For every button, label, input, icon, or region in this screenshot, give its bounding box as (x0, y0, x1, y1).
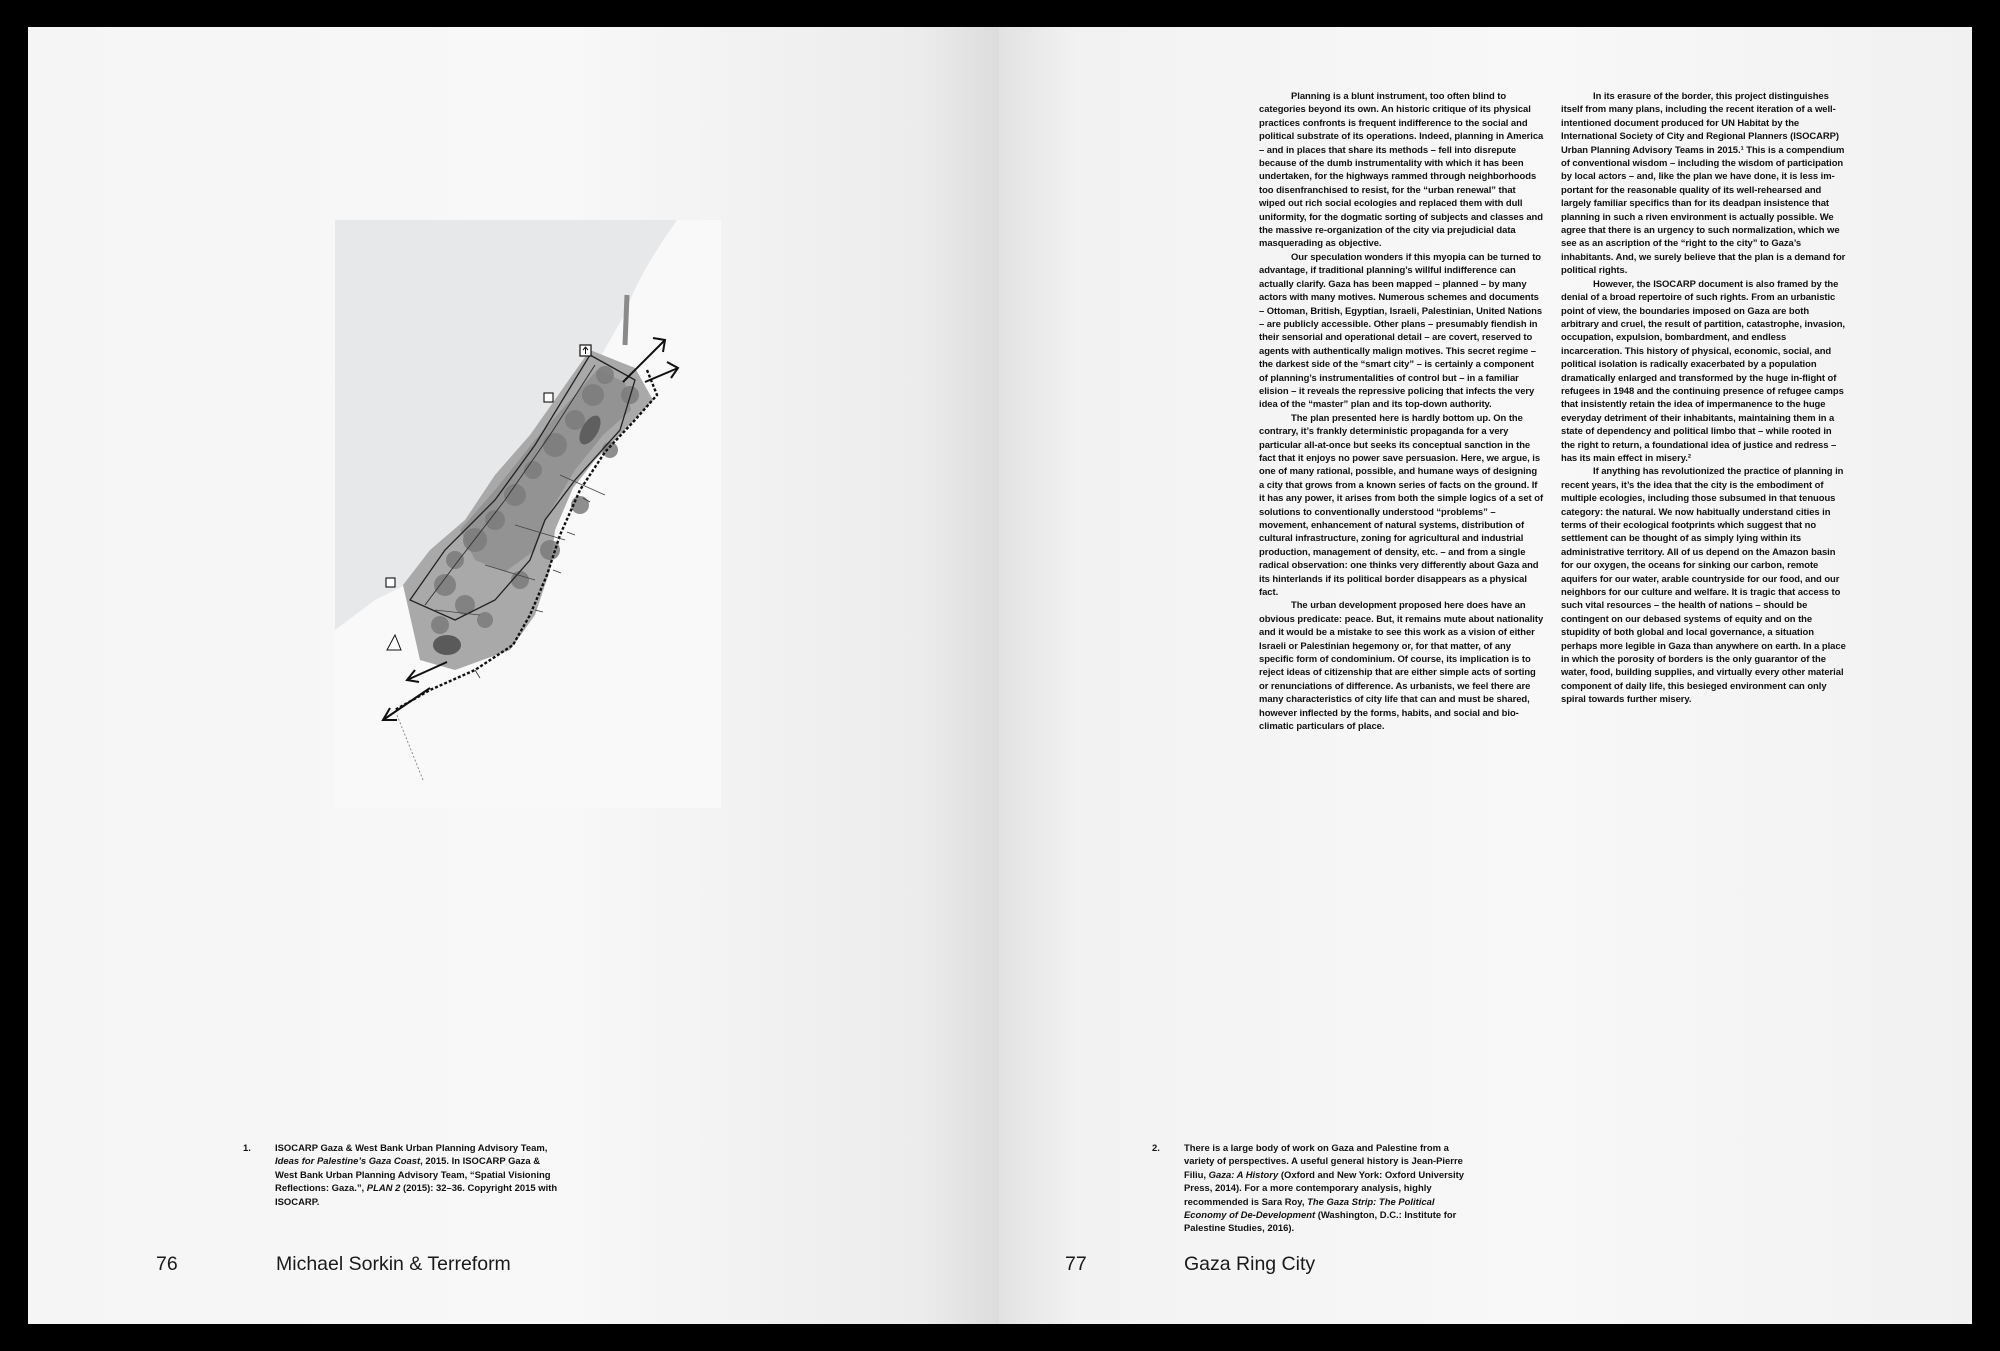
right-page (999, 27, 1972, 1324)
gaza-plan-map (335, 220, 721, 808)
paragraph: The plan presented here is hardly bottom up. On the contrary, it’s frankly deterministic propaganda for a very particular all-at-once but seeks its conceptual sanction in the fact that it enjoys no power save persuasion. Here, we argue, is one of many rational, possible, and humane ways of designing a city that grows from a known series of facts on the ground. If it has any power, it arises from both the simple logics of a set of solutions to conventionally understood “problems” – movement, enhancement of natural systems, distribution of cultural infrastructure, zoning for agricultural and industrial production, management of density, etc. – and from a single radical observation: one thinks very differently about Gaza and its hinterlands if its political border disappears as a physical fact. (1259, 412, 1544, 599)
left-page (28, 27, 999, 1324)
text-column-left (1259, 90, 1544, 734)
footnote-number: 2. (1152, 1143, 1160, 1154)
footnote-number: 1. (243, 1143, 251, 1154)
page-number: 76 (156, 1253, 178, 1275)
north-arrow-icon (580, 345, 591, 356)
footnote-1: 1. ISOCARP Gaza & West Bank Urban Planning Advisory Team, Ideas for Palestine’s Gaza Coast, 2015. In ISOCARP Gaza & West Bank Urban Planning Advisory Team, “Spatial Visioning Reflections: Gaza.”, PLAN 2 (2015): 32–36. Copyright 2015 with ISOCARP. (243, 1143, 558, 1208)
paragraph: If anything has revolutionized the practice of planning in recent years, it’s the idea that the city is the embodiment of multiple ecologies, including those subsumed in that tenuous category: the natural. We now habitually understand cities in terms of their ecological footprints which suggest that no settlement can be thought of as simply lying within its administrative territory. All of us depend on the Amazon basin for our oxygen, the oceans for sinking our carbon, remote aquifers for our water, arable countryside for our food, and our neighbors for our culture and welfare. It is tragic that access to such vital resources – the health of nations – should be contingent on our debased systems of equity and on the stupidity of both global and local governance, a situation perhaps more legible in Gaza than anywhere on earth. In a place in which the porosity of borders is the only guarantor of the water, food, building supplies, and virtually every other material component of daily life, this besieged environment can only spiral towards further misery. (1561, 466, 1846, 706)
paragraph: Our speculation wonders if this myopia can be turned to advantage, if traditional planning’s willful indifference can actually clarify. Gaza has been mapped – planned – by many actors with many motives. Numerous schemes and documents – Ottoman, British, Egyptian, Israeli, Palestinian, United Nations – are publicly accessible. Other plans – presumably fiendish in their sensorial and operational detail – are covert, reserved to agents with authentically malign motives. This secret regime – the darkest side of the “smart city” – is certainly a component of planning’s instrumentalities of control but – in a familiar elision – it reveals the repressive policing that infects the very idea of the “master” plan and its top-down authority. (1259, 251, 1543, 411)
footnote-2: 2. There is a large body of work on Gaza and Palestine from a variety of perspectives. A useful general history is Jean-Pierre Filiu, Gaza: A History (Oxford and New York: Oxford University Press, 2014). For a more contemporary analysis, highly recommended is Sara Roy, The Gaza Strip: The Political Economy of De-Development (Washington, D.C.: Institute for Palestine Studies, 2016). (1152, 1143, 1465, 1235)
paragraph: Planning is a blunt instrument, too often blind to categories beyond its own. An historic critique of its physical practices confronts is frequent indifference to the social and political substrate of its operations. Indeed, planning in America – and in places that share its methods – fell into disrepute because of the dumb instrumentality with which it has been undertaken, for the highways rammed through neighborhoods too disenfranchised to resist, for the “urban renewal” that wiped out rich social ecologies and replaced them with dull uniformity, for the dogmatic sorting of subjects and classes and the massive re-organization of the city via prejudicial data masquerading as objective. (1259, 91, 1544, 250)
text-column-right (1561, 90, 1846, 707)
page-number: 77 (1065, 1253, 1087, 1275)
paragraph: The urban development proposed here does have an obvious predicate: peace. But, it remains mute about nationality and it would be a mistake to see this work as a vision of either Israeli or Palestinian hegemony or, for that matter, of any specific form of condominium. Of course, its implication is to reject ideas of citizenship that are either simple acts of sorting or renunciations of difference. As urbanists, we feel there are many characteristics of city life that can and must be shared, however inflected by the forms, habits, and social and bio-climatic particulars of place. (1259, 600, 1544, 733)
paragraph: However, the ISOCARP document is also framed by the denial of a broad repertoire of such rights. From an urbanistic point of view, the boundaries imposed on Gaza are both arbitrary and cruel, the result of partition, catastrophe, invasion, occupation, expulsion, bombardment, and endless incarceration. This history of physical, economic, social, and political isolation is radically exacerbated by a population dramatically enlarged and transformed by the huge in-flight of refugees in 1948 and the continuing presence of refugee camps that insistently retain the idea of impermanence to the huge everyday detriment of their inhabitants, maintaining them in a state of dependency and political limbo that – while rooted in the right to return, a foundational idea of justice and redress – has its main effect in misery.² (1561, 278, 1845, 464)
running-title: Michael Sorkin & Terreform (276, 1253, 511, 1275)
running-title: Gaza Ring City (1184, 1253, 1316, 1275)
paragraph: In its erasure of the border, this project distinguishes itself from many plans, including the recent iteration of a well-intentioned document produced for UN Habitat by the International Society of City and Regional Planners (ISOCARP) Urban Planning Advisory Teams in 2015.¹ This is a compendium of conventional wisdom – including the wisdom of participation by local actors – and, like the plan we have done, it is less important for the reasonable quality of its well-rehearsed and largely familiar specifics than for its deadpan insistence that planning in such a riven environment is actually possible. We agree that there is an urgency to such normalization, which we see as an ascription of the “right to the city” to Gaza’s inhabitants. And, we surely believe that the plan is a demand for political rights. (1561, 91, 1846, 277)
